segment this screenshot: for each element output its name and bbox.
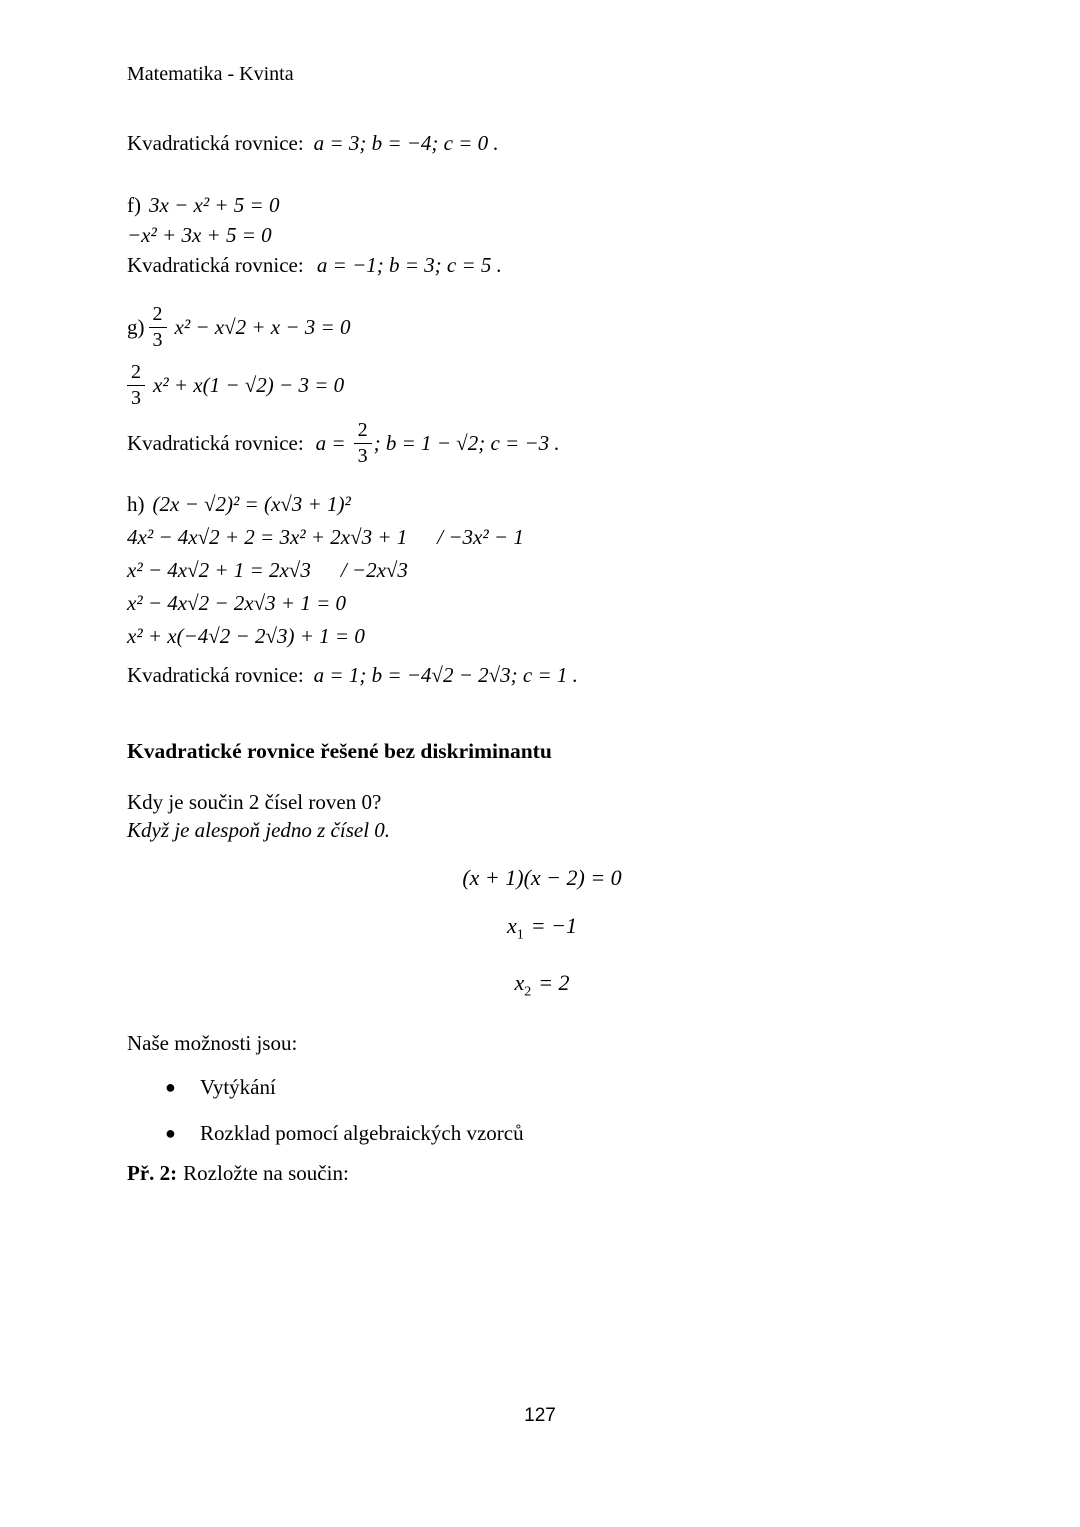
bullet-icon: ● [165, 1122, 176, 1143]
item-h-result [127, 659, 957, 692]
item-g-result-post: ; b = 1 − √2; c = −3 . [373, 430, 560, 455]
question-text: Kdy je součin 2 čísel roven 0? [127, 790, 382, 814]
item-g-equation-1: x² − x√2 + x − 3 = 0 [174, 314, 351, 339]
list-item [165, 1073, 957, 1101]
fraction-numerator: 2 [354, 419, 372, 444]
item-h-line-2 [127, 521, 957, 554]
root-2-subscript: 2 [524, 984, 532, 1000]
list-item-label: Vytýkání [200, 1074, 276, 1099]
centered-equation-root-2 [127, 969, 957, 1006]
item-h-line-1 [127, 488, 957, 521]
example-2-label: Př. 2: [127, 1160, 178, 1185]
root-2-variable: x [514, 970, 525, 996]
result-math: a = 3; b = −4; c = 0 . [313, 131, 499, 155]
fraction-two-thirds [149, 303, 167, 352]
item-g-result-label: Kvadratická rovnice: [127, 430, 304, 455]
equation-product-text: (x + 1)(x − 2) = 0 [462, 865, 622, 890]
document-header: Matematika - Kvinta [127, 63, 294, 85]
item-f-result [127, 250, 957, 280]
item-g [127, 298, 957, 472]
list-item-label: Rozklad pomocí algebraických vzorců [200, 1120, 524, 1145]
root-1-value: = −1 [530, 913, 577, 938]
root-1-variable: x [507, 913, 517, 938]
item-h-equation-2: 4x² − 4x√2 + 2 = 3x² + 2x√3 + 1 [127, 525, 408, 549]
section-heading: Kvadratické rovnice řešené bez diskriminantu [127, 739, 552, 763]
fraction-denominator: 3 [357, 444, 368, 467]
item-g-line-1 [127, 298, 957, 356]
item-h-equation-5: x² + x(−4√2 − 2√3) + 1 = 0 [127, 624, 365, 648]
item-h-label: h) [127, 492, 145, 516]
root-1-subscript: 1 [516, 927, 524, 943]
item-f-equation-2: −x² + 3x + 5 = 0 [127, 223, 272, 247]
fraction-denominator: 3 [152, 328, 163, 351]
centered-equation-product [127, 864, 957, 892]
example-2-text: Rozložte na součin: [183, 1160, 349, 1185]
item-h-line-3 [127, 554, 957, 587]
fraction-two-thirds [354, 419, 372, 468]
page-number: 127 [524, 1405, 556, 1426]
item-g-result [127, 414, 957, 472]
result-line-e [127, 130, 957, 156]
item-h-operation-note-3: / −2x√3 [340, 558, 408, 582]
list-item [165, 1119, 957, 1147]
options-intro: Naše možnosti jsou: [127, 1030, 298, 1055]
item-g-equation-2: x² + x(1 − √2) − 3 = 0 [153, 372, 345, 397]
item-h-operation-note-2: / −3x² − 1 [437, 525, 524, 549]
item-h [127, 488, 957, 692]
item-g-result-pre: a = [315, 430, 346, 455]
root-2-value: = 2 [538, 970, 570, 996]
item-f-result-label: Kvadratická rovnice: [127, 253, 304, 277]
fraction-two-thirds [127, 361, 145, 410]
item-h-line-4 [127, 587, 957, 620]
item-g-line-2 [127, 356, 957, 414]
centered-equation-root-1 [127, 912, 957, 949]
item-f-line-1 [127, 190, 957, 220]
item-h-equation-3: x² − 4x√2 + 1 = 2x√3 [127, 558, 311, 582]
item-f-label: f) [127, 193, 141, 217]
example-2-line [127, 1159, 957, 1187]
item-f-equation-1: 3x − x² + 5 = 0 [149, 193, 280, 217]
item-h-equation-1: (2x − √2)² = (x√3 + 1)² [152, 492, 351, 516]
bullet-icon: ● [165, 1076, 176, 1097]
item-h-result-label: Kvadratická rovnice: [127, 663, 304, 687]
item-f [127, 190, 957, 280]
result-label: Kvadratická rovnice: [127, 131, 304, 155]
fraction-denominator: 3 [131, 386, 141, 409]
item-h-result-math: a = 1; b = −4√2 − 2√3; c = 1 . [313, 663, 578, 687]
answer-text: Když je alespoň jedno z čísel 0. [127, 818, 391, 842]
item-f-result-math: a = −1; b = 3; c = 5 . [316, 253, 502, 277]
item-h-line-5 [127, 620, 957, 653]
page-content [127, 62, 957, 1187]
fraction-numerator: 2 [149, 303, 167, 328]
item-g-label: g) [127, 314, 145, 339]
item-f-line-2 [127, 220, 957, 250]
item-h-equation-4: x² − 4x√2 − 2x√3 + 1 = 0 [127, 591, 346, 615]
fraction-numerator: 2 [127, 361, 145, 386]
